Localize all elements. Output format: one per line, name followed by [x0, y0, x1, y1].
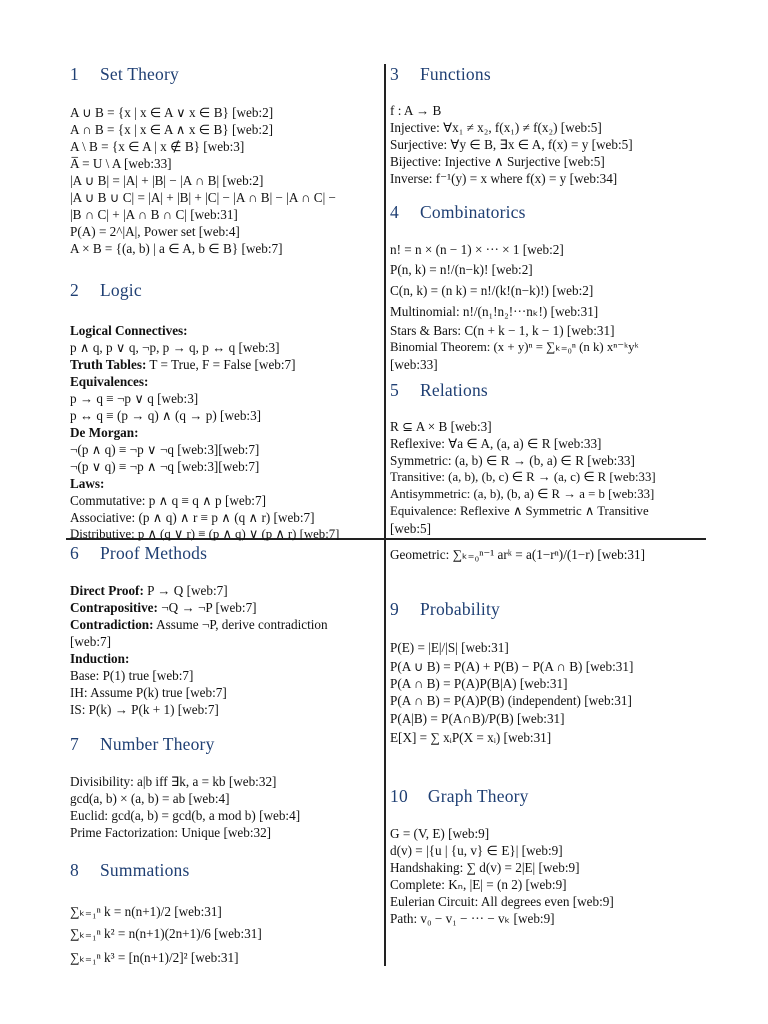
- section-relations: [390, 380, 710, 537]
- formula-line: |B ∩ C| + |A ∩ B ∩ C| [web:31]: [70, 207, 238, 222]
- formula-line: n! = n × (n − 1) × ··· × 1 [web:2]: [390, 242, 564, 257]
- formula-line: Multinomial: n!/(n₁!n₂!···nₖ!) [web:31]: [390, 304, 599, 319]
- formula-line: Handshaking: ∑ d(v) = 2|E| [web:9]: [390, 860, 580, 875]
- formula-line: E[X] = ∑ xᵢP(X = xᵢ) [web:31]: [390, 730, 552, 745]
- section-title: 1 Set Theory: [70, 64, 179, 84]
- subheading: Contrapositive:: [70, 600, 158, 615]
- formula-line: P(A|B) = P(A∩B)/P(B) [web:31]: [390, 711, 565, 726]
- formula-line: IH: Assume P(k) true [web:7]: [70, 685, 227, 700]
- subheading: Equivalences:: [70, 374, 149, 389]
- formula-line: Surjective: ∀y ∈ B, ∃x ∈ A, f(x) = y [web:5]: [390, 137, 633, 152]
- column-divider: [384, 64, 386, 966]
- formula-line: ¬(p ∧ q) ≡ ¬p ∨ ¬q [web:3][web:7]: [70, 442, 260, 457]
- formula-line: P(A) = 2^|A|, Power set [web:4]: [70, 224, 240, 239]
- section-set-theory: [70, 64, 378, 257]
- formula-text: P → Q [web:7]: [143, 583, 228, 598]
- formula-line: Transitive: (a, b), (b, c) ∈ R → (a, c) ∈ R [web:33]: [390, 470, 656, 484]
- formula-line: C(n, k) = (n k) = n!/(k!(n−k)!) [web:2]: [390, 283, 594, 298]
- section-title: 8 Summations: [70, 860, 190, 880]
- formula-line: A ∪ B = {x | x ∈ A ∨ x ∈ B} [web:2]: [70, 105, 274, 120]
- subheading: De Morgan:: [70, 425, 139, 440]
- section-title: 9 Probability: [390, 599, 500, 619]
- section-title: 2 Logic: [70, 280, 142, 300]
- formula-line: Symmetric: (a, b) ∈ R → (b, a) ∈ R [web:33]: [390, 453, 635, 468]
- formula-line: G = (V, E) [web:9]: [390, 826, 490, 841]
- formula-line: P(A ∩ B) = P(A)P(B|A) [web:31]: [390, 676, 568, 691]
- formula-line: Antisymmetric: (a, b), (b, a) ∈ R → a = b [web:33]: [390, 487, 655, 501]
- subheading: Logical Connectives:: [70, 323, 188, 338]
- section-logic: [70, 280, 378, 543]
- formula-line: gcd(a, b) × (a, b) = ab [web:4]: [70, 791, 230, 806]
- right-section-divider: [384, 538, 706, 540]
- formula-line: P(A ∪ B) = P(A) + P(B) − P(A ∩ B) [web:31]: [390, 659, 634, 674]
- section-graph-theory: [390, 786, 710, 927]
- formula-line: R ⊆ A × B [web:3]: [390, 419, 492, 434]
- subheading: Truth Tables:: [70, 357, 147, 372]
- formula-line: A \ B = {x ∈ A | x ∉ B} [web:3]: [70, 139, 245, 154]
- formula-line: p ∧ q, p ∨ q, ¬p, p → q, p ↔ q [web:3]: [70, 340, 280, 355]
- section-probability: [390, 599, 710, 746]
- formula-line: f : A → B: [390, 103, 442, 118]
- formula-line: Complete: Kₙ, |E| = (n 2) [web:9]: [390, 877, 567, 892]
- formula-line: ∑ₖ₌₁ⁿ k² = n(n+1)(2n+1)/6 [web:31]: [70, 926, 262, 941]
- formula-text: Assume ¬P, derive contradiction: [153, 617, 328, 632]
- formula-line: |A ∪ B| = |A| + |B| − |A ∩ B| [web:2]: [70, 173, 264, 188]
- formula-text: ¬Q → ¬P [web:7]: [157, 600, 257, 615]
- section-number-theory: [70, 734, 378, 841]
- formula-line: A × B = {(a, b) | a ∈ A, b ∈ B} [web:7]: [70, 241, 283, 256]
- formula-line: P(E) = |E|/|S| [web:31]: [390, 640, 509, 655]
- subheading: Contradiction:: [70, 617, 154, 632]
- subheading: Induction:: [70, 651, 130, 666]
- formula-line: Injective: ∀x₁ ≠ x₂, f(x₁) ≠ f(x₂) [web:5]: [390, 120, 602, 135]
- formula-line: d(v) = |{u | {u, v} ∈ E}| [web:9]: [390, 843, 563, 858]
- formula-line: p → q ≡ ¬p ∨ q [web:3]: [70, 391, 199, 406]
- formula-line: Binomial Theorem: (x + y)ⁿ = ∑ₖ₌₀ⁿ (n k) xⁿ⁻ᵏyᵏ: [390, 340, 639, 354]
- subheading: Laws:: [70, 476, 105, 491]
- section-proof-methods: [70, 543, 378, 718]
- formula-line: Stars & Bars: C(n + k − 1, k − 1) [web:31]: [390, 323, 615, 338]
- formula-line: Distributive: p ∧ (q ∨ r) ≡ (p ∧ q) ∨ (p ∧ r) [web:7]: [70, 527, 340, 541]
- section-title: 6 Proof Methods: [70, 543, 208, 563]
- section-title: 4 Combinatorics: [390, 202, 526, 222]
- formula-line: [web:33]: [390, 357, 438, 372]
- formula-line: Geometric: ∑ₖ₌₀ⁿ⁻¹ arᵏ = a(1−rⁿ)/(1−r) [web:31]: [390, 547, 645, 562]
- subheading: Direct Proof:: [70, 583, 144, 598]
- section-functions: [390, 64, 710, 187]
- formula-line: A ∩ B = {x | x ∈ A ∧ x ∈ B} [web:2]: [70, 122, 273, 137]
- formula-line: Reflexive: ∀a ∈ A, (a, a) ∈ R [web:33]: [390, 436, 602, 451]
- formula-line: Path: v₀ − v₁ − ··· − vₖ [web:9]: [390, 911, 555, 926]
- formula-line: ¬(p ∨ q) ≡ ¬p ∧ ¬q [web:3][web:7]: [70, 459, 260, 474]
- formula-line: IS: P(k) → P(k + 1) [web:7]: [70, 702, 219, 717]
- formula-line: Bijective: Injective ∧ Surjective [web:5]: [390, 154, 605, 169]
- section-title: 5 Relations: [390, 380, 488, 400]
- formula-line: [web:5]: [390, 521, 432, 536]
- formula-line: ∑ₖ₌₁ⁿ k³ = [n(n+1)/2]² [web:31]: [70, 950, 239, 965]
- formula-line: P(n, k) = n!/(n−k)! [web:2]: [390, 262, 533, 277]
- formula-line: Associative: (p ∧ q) ∧ r ≡ p ∧ (q ∧ r) [web:7]: [70, 510, 315, 525]
- formula-line: Commutative: p ∧ q ≡ q ∧ p [web:7]: [70, 493, 266, 508]
- formula-line: Prime Factorization: Unique [web:32]: [70, 825, 272, 840]
- section-title: 7 Number Theory: [70, 734, 215, 754]
- section-combinatorics: [390, 202, 710, 373]
- formula-line: p ↔ q ≡ (p → q) ∧ (q → p) [web:3]: [70, 408, 262, 423]
- formula-line: [web:7]: [70, 634, 112, 649]
- formula-line: Divisibility: a|b iff ∃k, a = kb [web:32]: [70, 774, 277, 789]
- formula-line: ∑ₖ₌₁ⁿ k = n(n+1)/2 [web:31]: [70, 904, 222, 919]
- section-title: 3 Functions: [390, 64, 491, 84]
- formula-line: P(A ∩ B) = P(A)P(B) (independent) [web:31]: [390, 693, 632, 708]
- formula-line: Equivalence: Reflexive ∧ Symmetric ∧ Transitive: [390, 504, 649, 518]
- formula-line: Inverse: f⁻¹(y) = x where f(x) = y [web:34]: [390, 171, 618, 186]
- formula-line: Eulerian Circuit: All degrees even [web:9]: [390, 894, 614, 909]
- formula-text: T = True, F = False [web:7]: [146, 357, 296, 372]
- section-title: 10 Graph Theory: [390, 786, 529, 806]
- formula-line: |A ∪ B ∪ C| = |A| + |B| + |C| − |A ∩ B| − |A ∩ C| −: [70, 190, 336, 205]
- formula-line: A̅ = U \ A [web:33]: [70, 156, 172, 171]
- section-summations: [70, 860, 378, 971]
- section-geometric: [390, 545, 710, 565]
- formula-line: Base: P(1) true [web:7]: [70, 668, 194, 683]
- formula-line: Euclid: gcd(a, b) = gcd(b, a mod b) [web:4]: [70, 808, 301, 823]
